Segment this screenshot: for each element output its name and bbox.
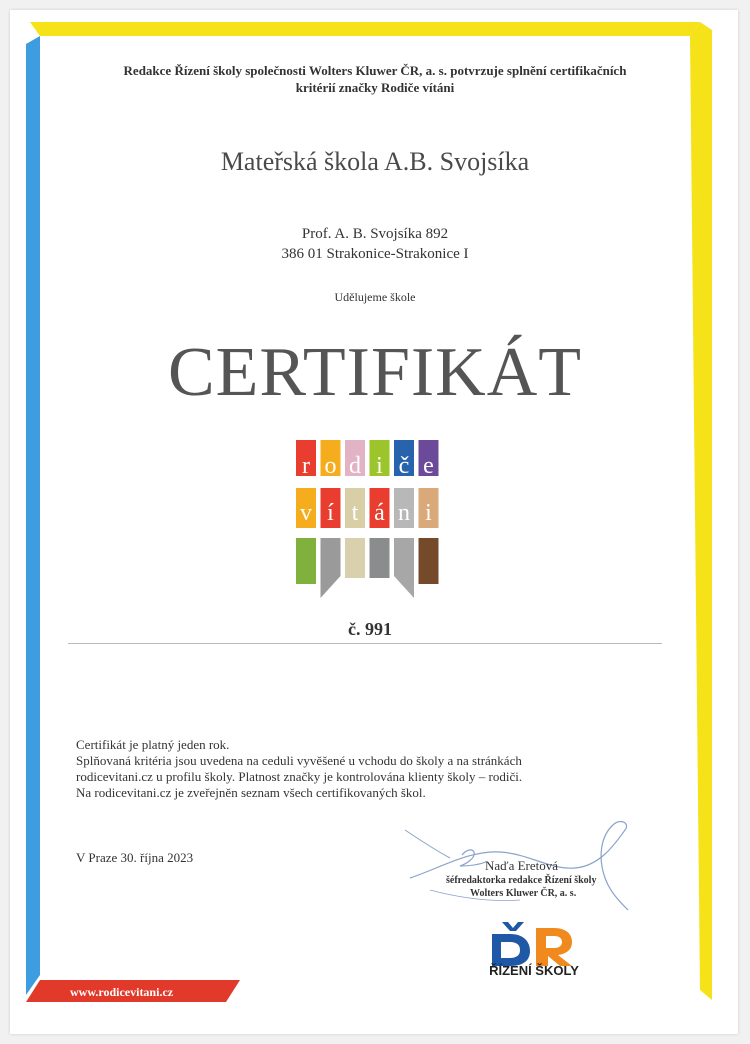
logo-letter-11: n	[398, 500, 410, 526]
school-address	[70, 224, 680, 264]
signer-name: Naďa Eretová	[485, 858, 559, 873]
signer-role: šéfredaktorka redakce Řízení školy	[446, 875, 597, 886]
intro-line-2: kritérií značky Rodiče vítáni	[295, 80, 455, 95]
logo-letter-8: í	[327, 500, 334, 526]
awarded-text: Udělujeme škole	[334, 290, 416, 304]
address-line-city: 386 01 Strakonice-Strakonice I	[281, 246, 469, 262]
place-and-date: V Praze 30. října 2023	[76, 850, 194, 865]
logo-bottom-bars	[296, 538, 439, 598]
logo-letter-10: á	[374, 500, 385, 526]
logo-letter-1: r	[302, 453, 310, 479]
rodice-vitani-logo	[296, 440, 440, 598]
validity-line-2: Splňovaná kritéria jsou uvedena na ceduli vyvěšené u vchodu do školy a na stránkách	[76, 753, 522, 768]
intro-line-1: Redakce Řízení školy společnosti Wolters Kluwer ČR, a. s. potvrzuje splnění certifikačních	[123, 63, 627, 78]
rizeni-skoly-logo-text: ŘÍZENÍ ŠKOLY	[489, 963, 579, 978]
logo-top-squares	[296, 440, 439, 460]
footer-website-link[interactable]: www.rodicevitani.cz	[70, 985, 174, 999]
logo-letter-2: o	[324, 453, 337, 479]
logo-letter-6: e	[423, 453, 434, 479]
validity-line-4: Na rodicevitani.cz je zveřejněn seznam všech certifikovaných škol.	[76, 785, 426, 800]
school-name: Mateřská škola A.B. Svojsíka	[220, 147, 530, 176]
certificate-title: CERTIFIKÁT	[167, 334, 583, 411]
logo-letter-4: i	[376, 453, 383, 479]
logo-row1-bg	[296, 460, 439, 476]
signer-company: Wolters Kluwer ČR, a. s.	[470, 888, 577, 899]
validity-line-3: rodicevitani.cz u profilu školy. Platnost značky je kontrolována klienty školy – rodiči.	[76, 769, 523, 784]
address-line-street: Prof. A. B. Svojsíka 892	[301, 226, 449, 242]
divider-line	[68, 643, 662, 644]
logo-letter-3: d	[349, 453, 361, 479]
logo-letter-9: t	[351, 500, 359, 526]
intro-text	[70, 62, 680, 96]
logo-letter-7: v	[300, 500, 312, 526]
logo-letter-12: i	[425, 500, 432, 526]
logo-row2-bg	[296, 488, 439, 528]
logo-letter-5: č	[398, 453, 410, 479]
validity-line-1: Certifikát je platný jeden rok.	[76, 737, 230, 752]
validity-text	[76, 737, 696, 801]
certificate-number: č. 991	[348, 619, 392, 639]
